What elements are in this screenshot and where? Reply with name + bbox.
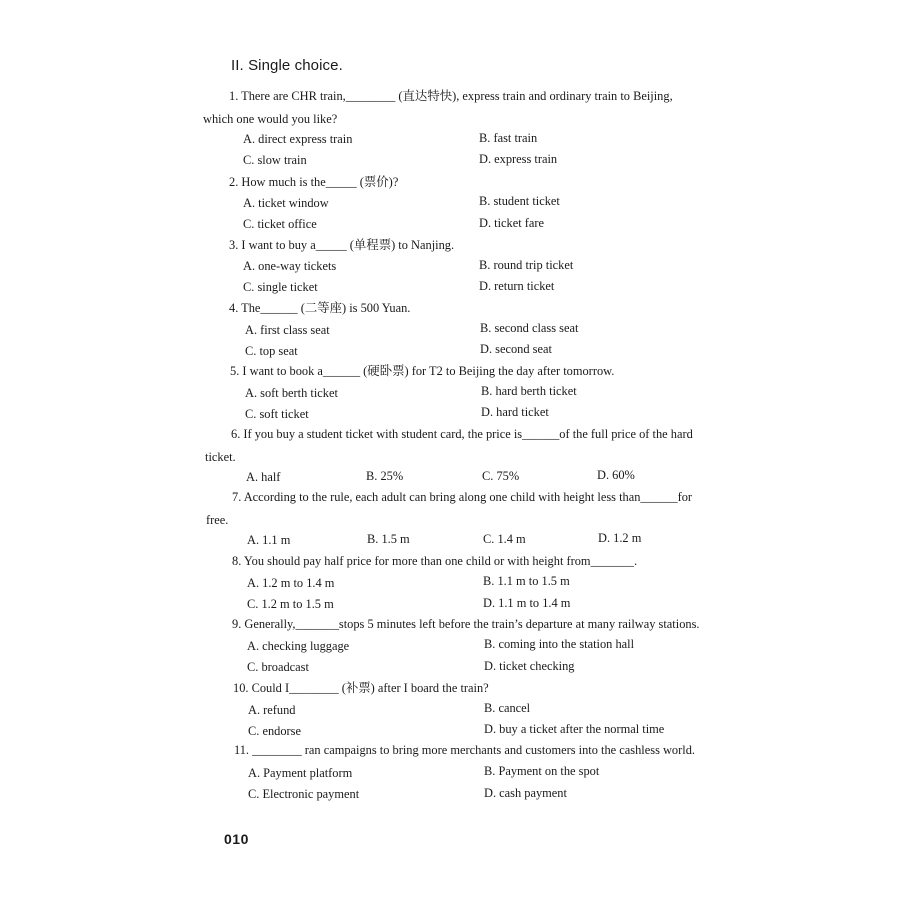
answer-option-a: A. refund <box>248 703 296 717</box>
question-text: 2. How much is the_____ (票价)? <box>229 175 399 189</box>
answer-option-d: D. buy a ticket after the normal time <box>484 722 665 736</box>
answer-option-a: A. first class seat <box>245 323 330 337</box>
answer-option-a: A. half <box>246 470 281 484</box>
answer-option-a: A. Payment platform <box>248 766 353 780</box>
answer-option-b: B. second class seat <box>480 321 579 335</box>
answer-option-b: B. 25% <box>366 469 404 483</box>
answer-option-b: B. 1.5 m <box>367 532 410 546</box>
answer-option-a: A. checking luggage <box>247 639 350 653</box>
answer-option-a: A. 1.1 m <box>247 533 291 547</box>
answer-option-a: A. direct express train <box>243 132 353 146</box>
answer-option-b: B. cancel <box>484 701 531 715</box>
answer-option-a: A. one-way tickets <box>243 259 337 273</box>
answer-option-b: B. Payment on the spot <box>484 764 600 778</box>
answer-option-a: A. soft berth ticket <box>245 386 338 400</box>
question-text: 8. You should pay half price for more than one child or with height from_______. <box>232 554 638 568</box>
answer-option-c: C. 1.2 m to 1.5 m <box>247 597 334 611</box>
answer-option-c: C. 1.4 m <box>483 532 526 546</box>
page-number: 010 <box>224 831 249 847</box>
answer-option-c: C. endorse <box>248 724 301 738</box>
answer-option-a: A. ticket window <box>243 196 329 210</box>
answer-option-c: C. slow train <box>243 153 307 167</box>
answer-option-b: B. hard berth ticket <box>481 384 577 398</box>
answer-option-c: C. single ticket <box>243 280 318 294</box>
question-text-continued: free. <box>206 513 229 527</box>
question-text: 1. There are CHR train,________ (直达特快), express train and ordinary train to Beijing, <box>229 89 673 103</box>
answer-option-c: C. top seat <box>245 344 298 358</box>
answer-option-d: D. express train <box>479 152 558 166</box>
question-text: 6. If you buy a student ticket with student card, the price is______of the full price of the hard <box>231 427 693 441</box>
question-text: 11. ________ ran campaigns to bring more merchants and customers into the cashless world. <box>234 743 695 757</box>
answer-option-b: B. coming into the station hall <box>484 637 635 651</box>
question-text: 7. According to the rule, each adult can bring along one child with height less than______for <box>232 490 693 504</box>
answer-option-d: D. 1.1 m to 1.4 m <box>483 596 571 610</box>
answer-option-a: A. 1.2 m to 1.4 m <box>247 576 335 590</box>
question-text: 10. Could I________ (补票) after I board the train? <box>233 681 489 695</box>
question-text-continued: ticket. <box>205 450 236 464</box>
question-text: 9. Generally,_______stops 5 minutes left before the train’s departure at many railway stations. <box>232 617 700 631</box>
section-title: II. Single choice. <box>231 57 343 74</box>
answer-option-c: C. 75% <box>482 469 520 483</box>
answer-option-b: B. round trip ticket <box>479 258 574 272</box>
answer-option-d: D. 60% <box>597 468 635 482</box>
answer-option-d: D. ticket fare <box>479 216 545 230</box>
answer-option-b: B. fast train <box>479 131 538 145</box>
answer-option-c: C. broadcast <box>247 660 309 674</box>
answer-option-c: C. ticket office <box>243 217 317 231</box>
answer-option-d: D. hard ticket <box>481 405 549 419</box>
answer-option-b: B. student ticket <box>479 194 560 208</box>
answer-option-d: D. return ticket <box>479 279 555 293</box>
question-text: 5. I want to book a______ (硬卧票) for T2 to Beijing the day after tomorrow. <box>230 364 615 378</box>
question-text-continued: which one would you like? <box>203 112 338 126</box>
question-text: 4. The______ (二等座) is 500 Yuan. <box>229 301 411 315</box>
answer-option-d: D. second seat <box>480 342 552 356</box>
answer-option-d: D. 1.2 m <box>598 531 642 545</box>
answer-option-b: B. 1.1 m to 1.5 m <box>483 574 570 588</box>
answer-option-d: D. ticket checking <box>484 659 575 673</box>
question-text: 3. I want to buy a_____ (单程票) to Nanjing. <box>229 238 455 252</box>
answer-option-c: C. soft ticket <box>245 407 309 421</box>
answer-option-c: C. Electronic payment <box>248 787 360 801</box>
answer-option-d: D. cash payment <box>484 786 567 800</box>
